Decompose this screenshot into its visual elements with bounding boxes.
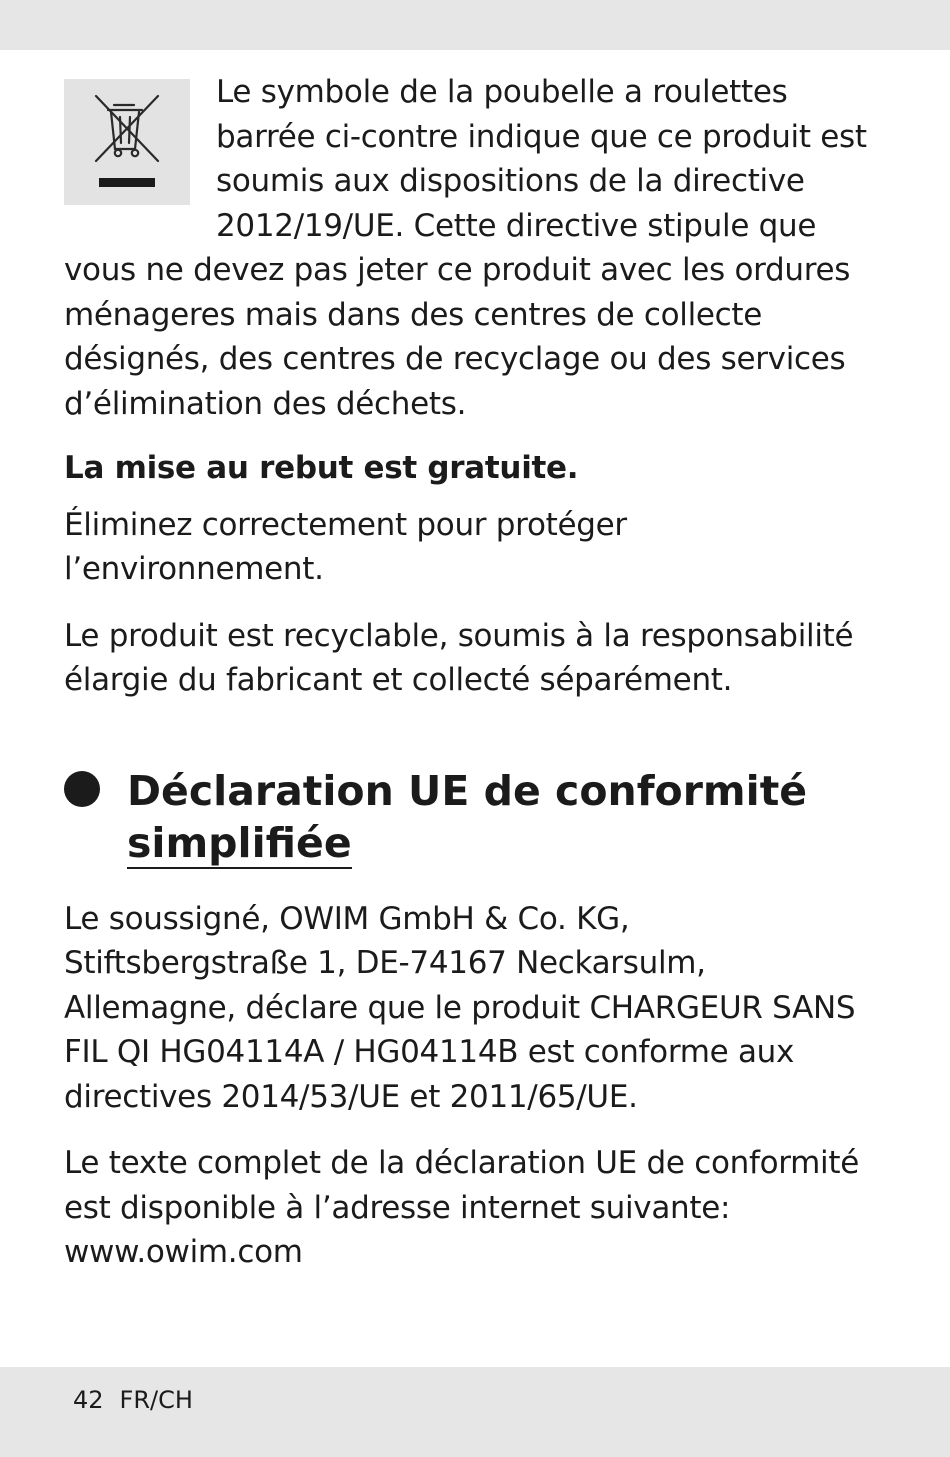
declaration-body: Le soussigné, OWIM GmbH & Co. KG, Stiftsbergstraße 1, DE-74167 Neckarsulm, Allemagne, déclare que le produit CHARGEUR SANS FIL QI HG04114A / HG04114B est conforme aux directives 2014/53/UE et 2011/65/UE. [64,900,856,1115]
section-heading-line-1: Déclaration UE de conformité [127,766,808,815]
section-heading [64,765,874,869]
free-disposal-note: La mise au rebut est gratuite. [64,450,579,486]
page-content [64,70,874,1297]
weee-icon [64,79,190,205]
language-code: FR/CH [119,1386,193,1414]
page-footer [73,1386,209,1414]
environment-note: Éliminez correctement pour protéger l’environnement. [64,506,627,587]
recyclable-note: Le produit est recyclable, soumis à la responsabilité élargie du fabricant et collecté séparément. [64,617,854,698]
bullet-icon [64,771,100,807]
crossed-bin-icon [64,79,190,205]
top-margin-band [0,0,950,50]
declaration-full-text-note: Le texte complet de la déclaration UE de conformité est disponible à l’adresse internet suivante: www.owim.com [64,1145,859,1270]
weee-disposal-text: Le symbole de la poubelle a roulettes barrée ci-contre indique que ce produit est soumis aux dispositions de la directive 2012/19/UE. Cette directive stipule que vous ne devez pas jeter ce produit avec les ordures ménageres mais dans des centres de collecte désignés, des centres de recyclage ou des services d’élimination des déchets. [64,74,867,422]
section-heading-line-2: simplifiée [127,818,352,867]
page-number: 42 [73,1386,104,1414]
